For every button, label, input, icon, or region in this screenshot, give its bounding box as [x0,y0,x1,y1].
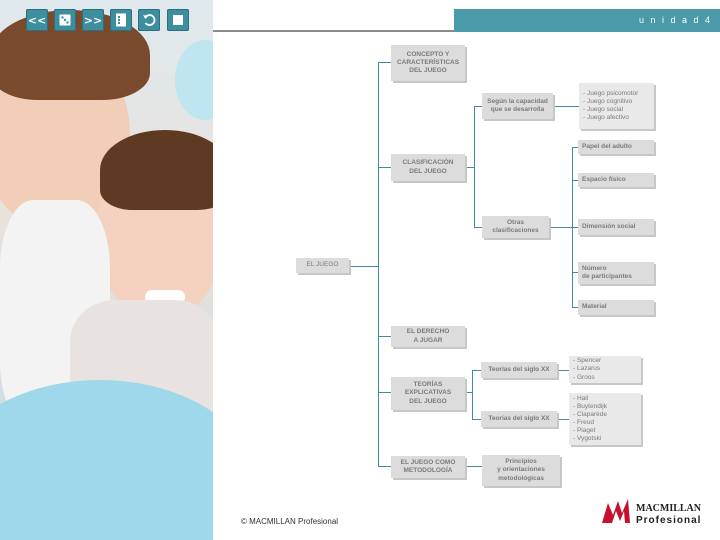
undo-icon [142,13,156,27]
node-derecho-jugar: EL DERECHO A JUGAR [391,326,465,347]
connector [474,106,475,228]
connector [472,370,481,371]
logo-name: MACMILLAN [636,503,701,514]
node-principios: Principios y orientaciones metodológicas [482,455,560,486]
connector [349,266,379,267]
node-papel-adulto: Papel del adulto [578,140,654,154]
node-autores-xix: - Hall - Buytendijk - Claparède - Freud - Piaget - Vygotski [569,393,641,445]
connector [553,106,579,107]
copyright-text: © MACMILLAN Profesional [241,517,339,526]
macmillan-mark-icon [600,497,632,527]
connector [378,62,391,63]
node-dimension-social: Dimensión social [578,219,654,235]
node-el-juego: EL JUEGO [296,258,349,273]
fast-forward-icon: >> [83,13,103,27]
stop-icon [173,15,183,25]
blue-background [175,40,213,120]
menu-button[interactable] [110,9,132,31]
fast-forward-button[interactable] [82,9,104,31]
node-espacio-fisico: Espacio físico [578,173,654,187]
node-clasificacion: CLASIFICACIÓN DEL JUEGO [391,154,465,181]
connector [472,419,481,420]
logo-subtitle: Profesional [636,515,702,526]
connector [472,370,473,420]
undo-button[interactable] [138,9,160,31]
macmillan-logo [600,497,710,533]
connector [549,227,572,228]
blue-pillow [0,380,213,540]
menu-icon [115,13,127,27]
node-teorias: TEORÍAS EXPLICATIVAS DEL JUEGO [391,377,465,410]
node-autores-xx: - Spencer - Lazarus - Groos [569,356,641,383]
node-concepto: CONCEPTO Y CARACTERÍSTICAS DEL JUEGO [391,45,465,81]
rewind-button[interactable] [26,9,48,31]
unit-label: u n i d a d 4 [638,15,712,25]
rewind-icon: << [27,13,47,27]
children-photo [0,0,213,540]
connector [378,336,391,337]
dice-icon [59,14,71,26]
connector [378,392,391,393]
random-button[interactable] [54,9,76,31]
node-segun-capacidad: Según la capacidad que se desarrolla [482,93,553,119]
node-numero-participantes: Número de participantes [578,262,654,284]
connector [378,167,391,168]
node-juego-metodologia: EL JUEGO COMO METODOLOGÍA [391,456,465,478]
node-teorias-siglo-xix: Teorías del siglo XX [481,411,557,427]
connector [474,106,482,107]
connector [378,62,379,466]
connector [557,370,569,371]
node-capacidades-list: - Juego psicomotor - Juego cognitivo - Juego social - Juego afectivo [579,83,654,129]
child-hair-right [100,130,213,210]
node-material: Material [578,300,654,315]
connector [557,419,569,420]
node-teorias-siglo-xx: Teorías del siglo XX [481,362,557,378]
title-field [213,9,454,32]
connector [474,227,482,228]
node-otras-clasificaciones: Otras clasificaciones [482,216,549,238]
stop-button[interactable] [167,9,189,31]
